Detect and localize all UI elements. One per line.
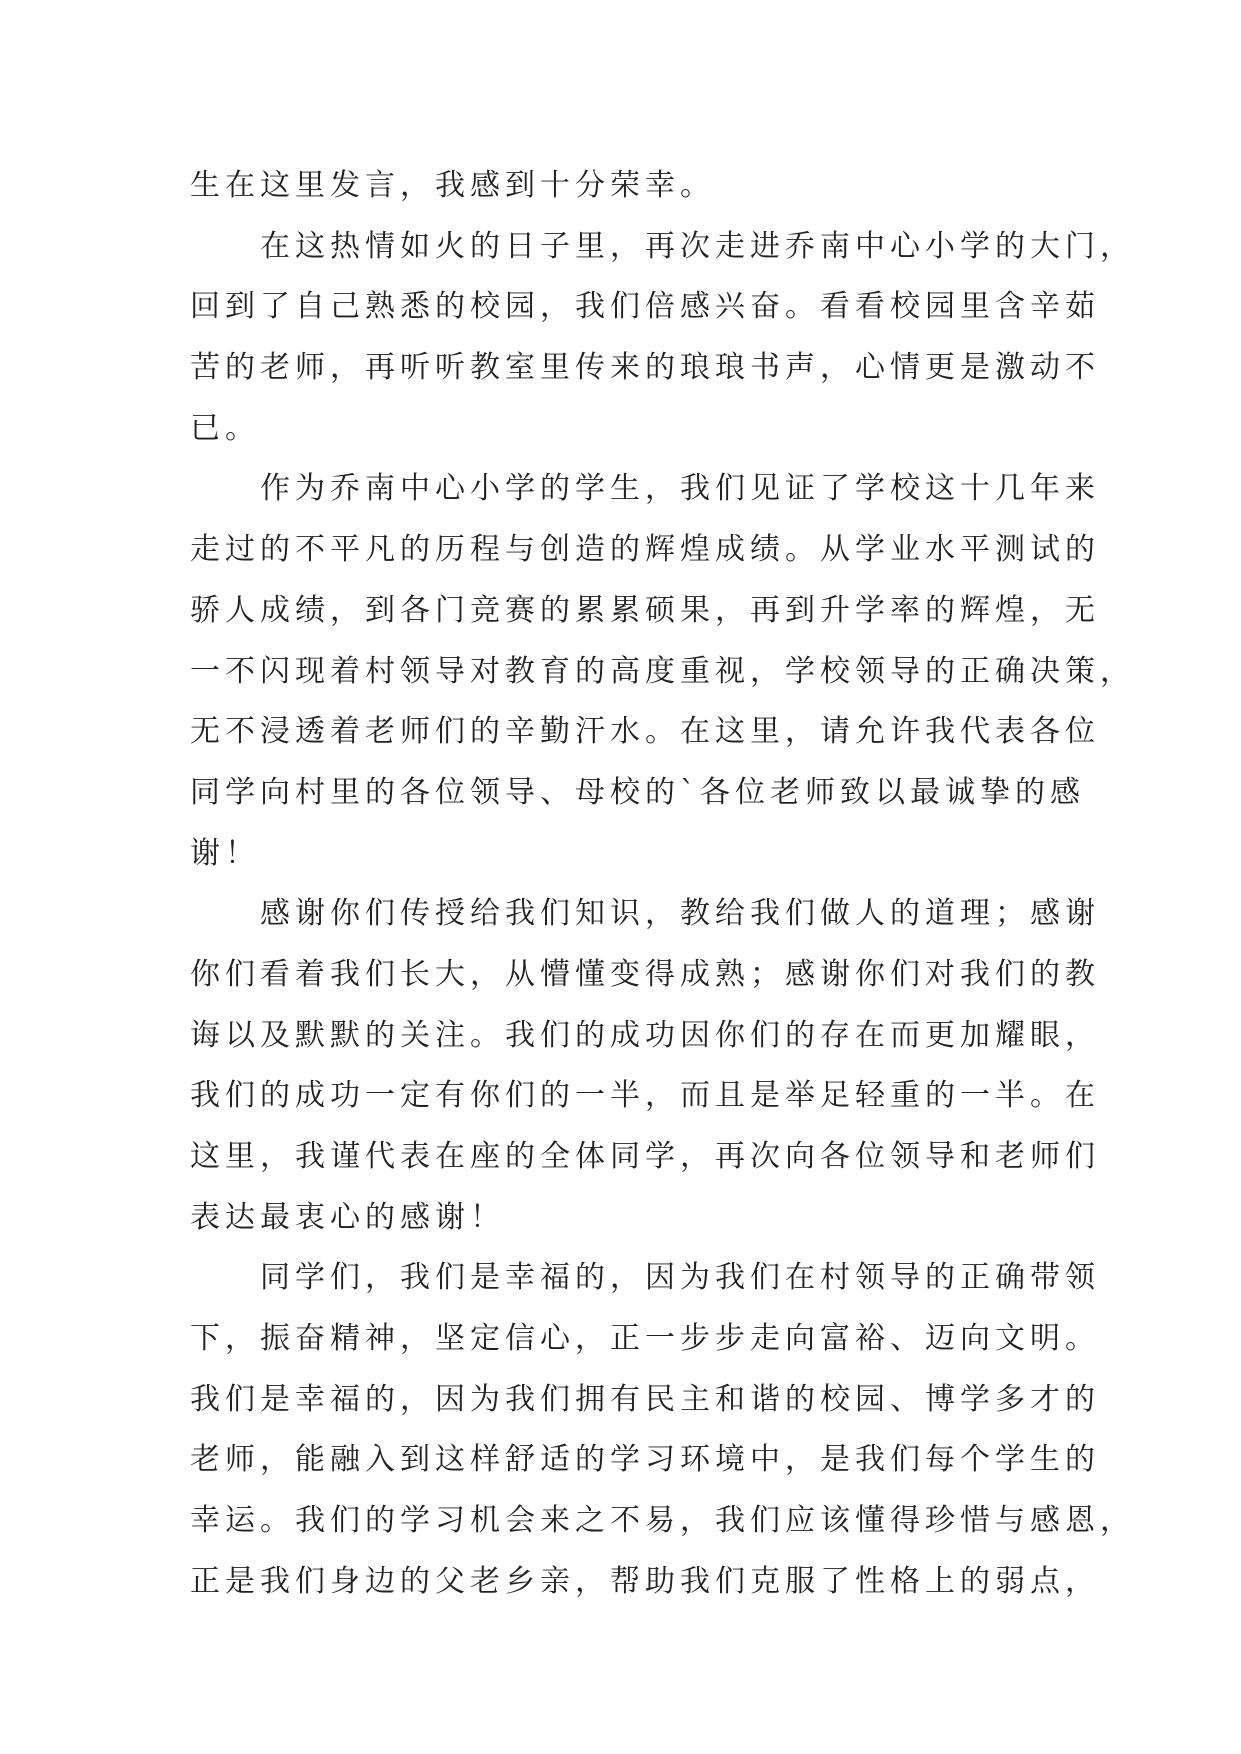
text-line: 作为乔南中心小学的学生，我们见证了学校这十几年来 <box>190 471 1100 507</box>
text-line: 走过的不平凡的历程与创造的辉煌成绩。从学业水平测试的 <box>190 532 1100 568</box>
text-line: 正是我们身边的父老乡亲，帮助我们克服了性格上的弱点， <box>190 1563 1100 1599</box>
text-line: 在这热情如火的日子里，再次走进乔南中心小学的大门， <box>190 228 1135 264</box>
text-line: 老师，能融入到这样舒适的学习环境中，是我们每个学生的 <box>190 1442 1100 1478</box>
text-line: 骄人成绩，到各门竞赛的累累硕果，再到升学率的辉煌，无 <box>190 592 1100 628</box>
text-line: 我们的成功一定有你们的一半，而且是举足轻重的一半。在 <box>190 1078 1100 1114</box>
text-line: 这里，我谨代表在座的全体同学，再次向各位领导和老师们 <box>190 1139 1100 1174</box>
text-line: 幸运。我们的学习机会来之不易，我们应该懂得珍惜与感恩， <box>190 1503 1135 1539</box>
text-line: 表达最衷心的感谢！ <box>190 1199 505 1235</box>
text-line: 无不浸透着老师们的辛勤汗水。在这里，请允许我代表各位 <box>190 714 1100 750</box>
text-line: 生在这里发言，我感到十分荣幸。 <box>190 168 715 203</box>
text-line: 诲以及默默的关注。我们的成功因你们的存在而更加耀眼， <box>190 1017 1100 1053</box>
text-line: 已。 <box>190 410 260 446</box>
text-line: 感谢你们传授给我们知识，教给我们做人的道理；感谢 <box>190 896 1100 932</box>
text-line: 谢！ <box>190 835 260 871</box>
text-line: 下，振奋精神，坚定信心，正一步步走向富裕、迈向文明。 <box>190 1321 1100 1357</box>
text-line: 同学向村里的各位领导、母校的`各位老师致以最诚挚的感 <box>190 774 1085 810</box>
text-line: 你们看着我们长大，从懵懂变得成熟；感谢你们对我们的教 <box>190 956 1100 992</box>
text-line: 一不闪现着村领导对教育的高度重视，学校领导的正确决策， <box>190 653 1135 689</box>
text-line: 我们是幸福的，因为我们拥有民主和谐的校园、博学多才的 <box>190 1381 1100 1417</box>
text-line: 苦的老师，再听听教室里传来的琅琅书声，心情更是激动不 <box>190 350 1100 386</box>
text-line: 同学们，我们是幸福的，因为我们在村领导的正确带领 <box>190 1260 1100 1296</box>
text-line: 回到了自己熟悉的校园，我们倍感兴奋。看看校园里含辛茹 <box>190 289 1100 325</box>
document-body <box>190 156 1135 1613</box>
